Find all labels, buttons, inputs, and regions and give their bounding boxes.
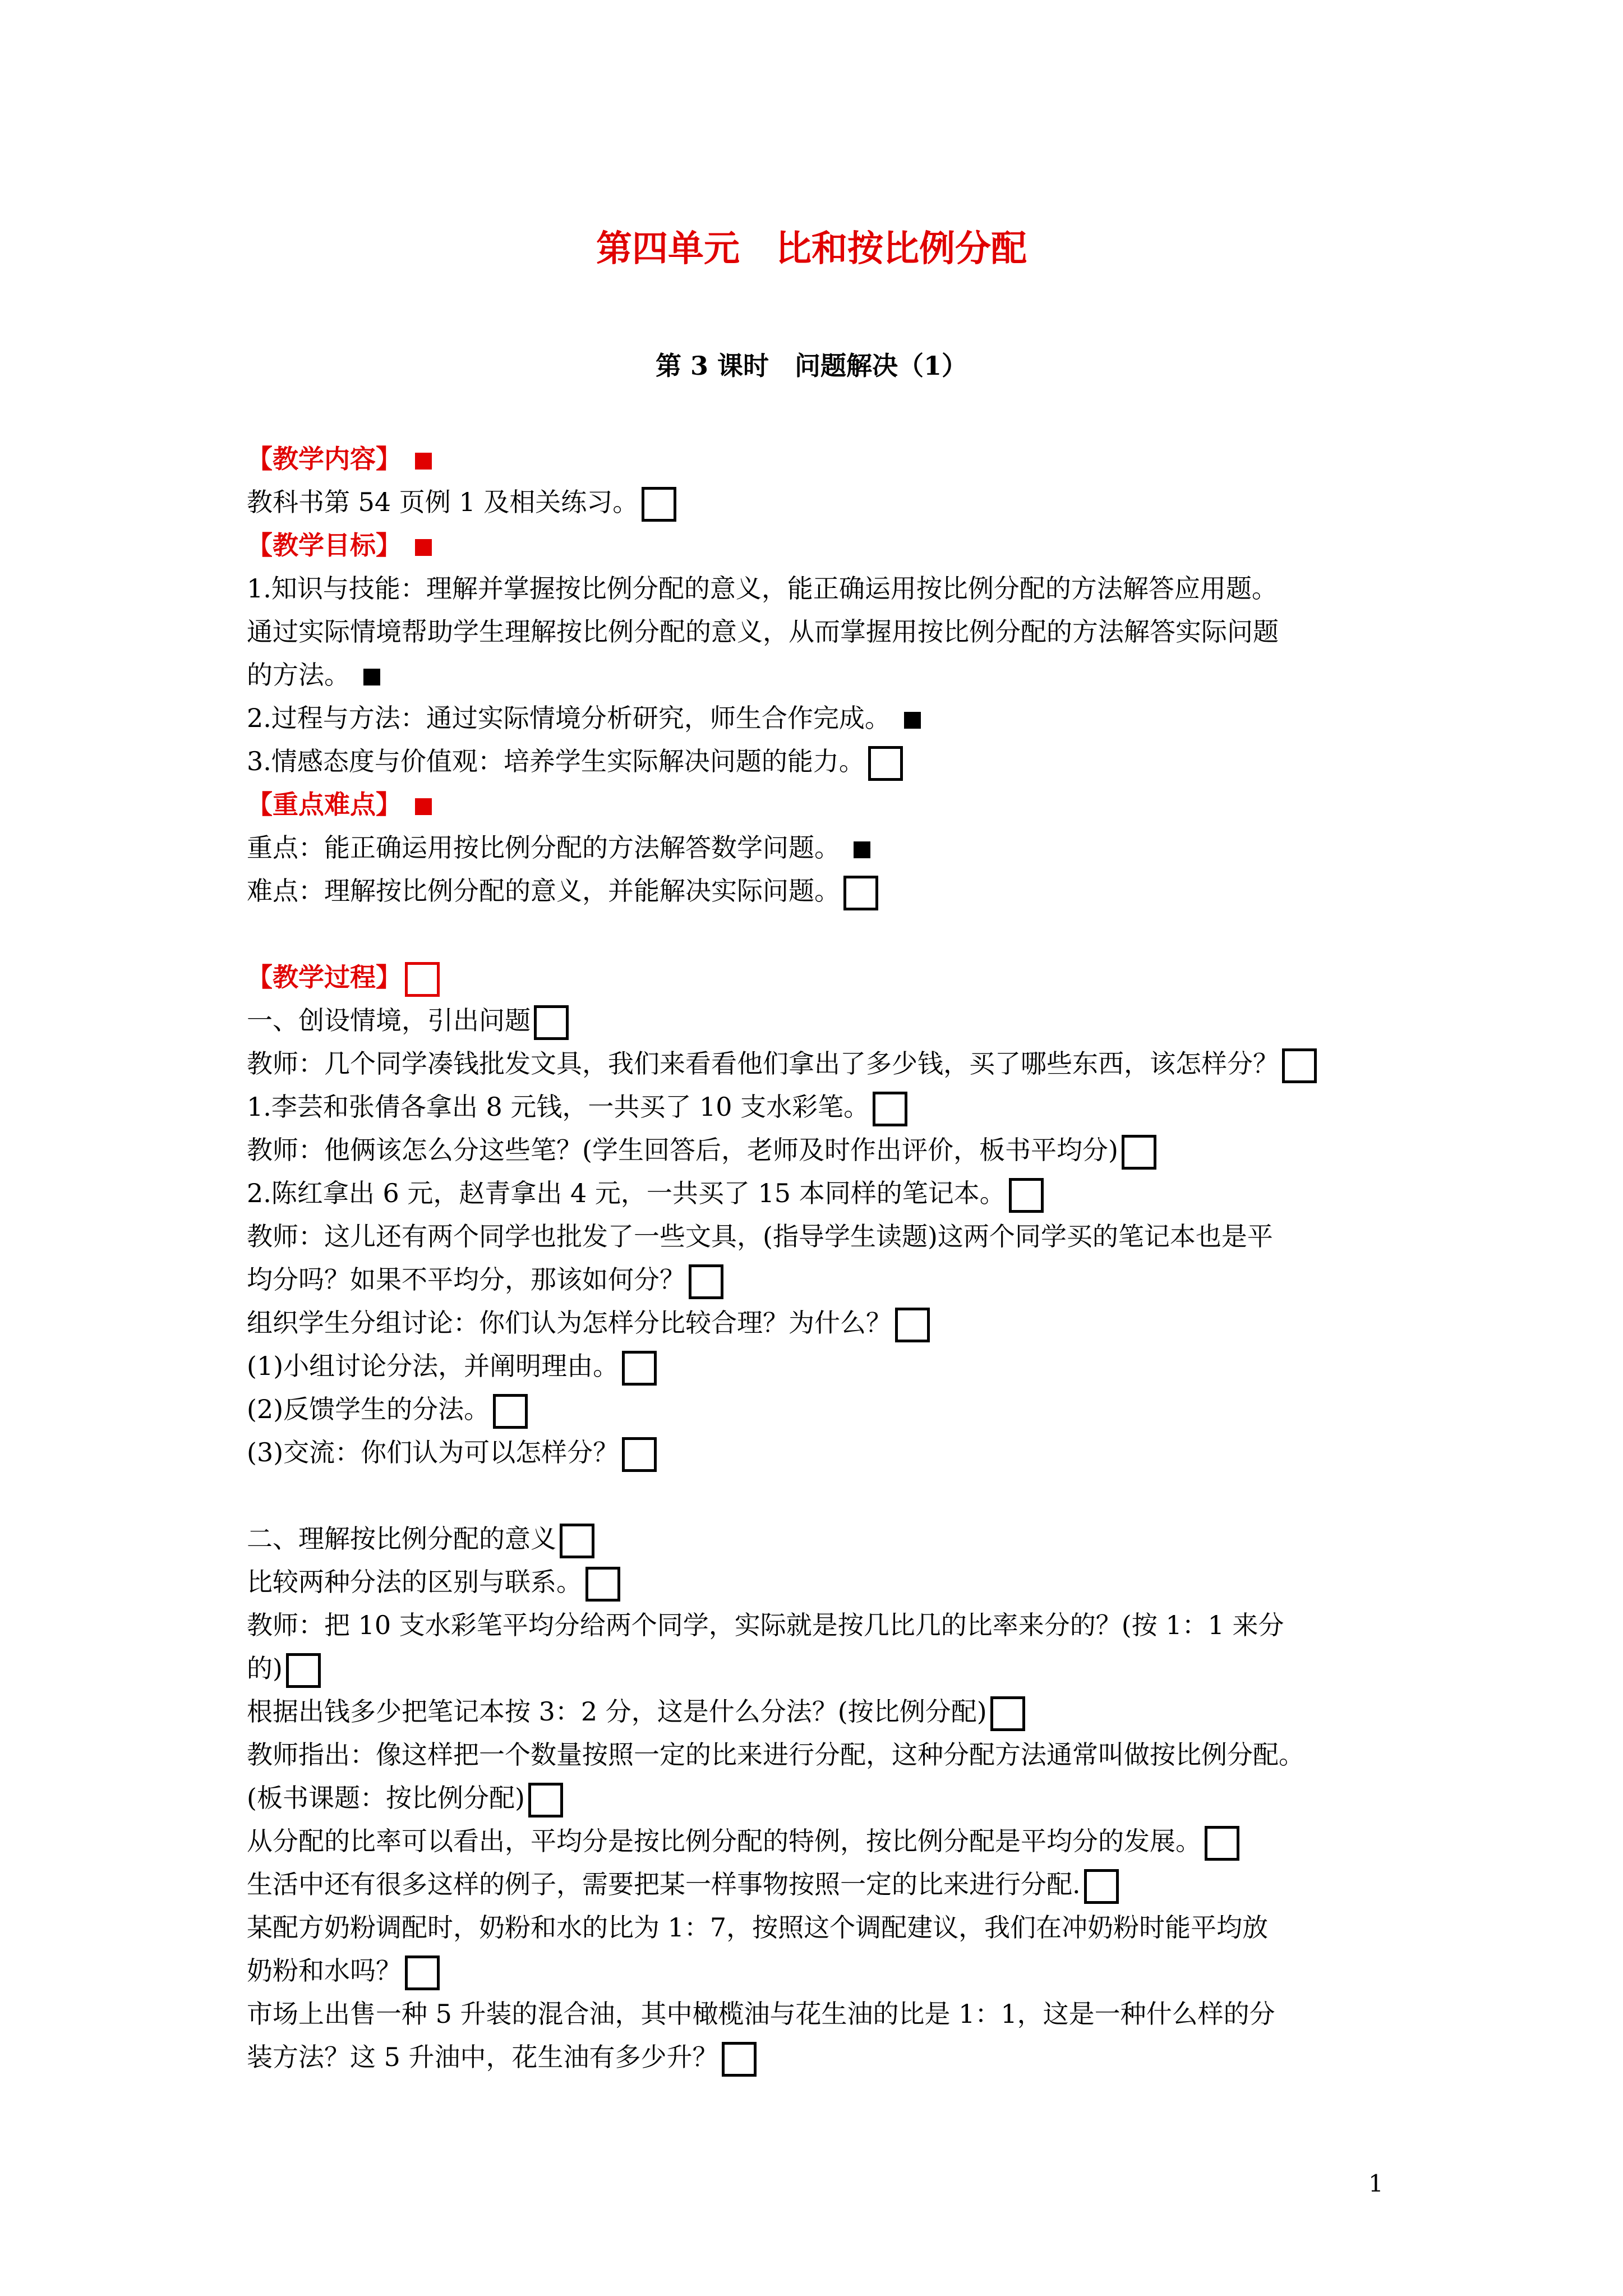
checkbox[interactable]: [895, 1308, 930, 1342]
page-number: 1: [1368, 2170, 1384, 2197]
content-text: 教科书第 54 页例 1 及相关练习。: [247, 481, 1396, 524]
checkbox[interactable]: [868, 746, 903, 781]
process-line: 某配方奶粉调配时，奶粉和水的比为 1：7，按照这个调配建议，我们在冲奶粉时能平均放: [247, 1912, 1269, 1943]
section-heading-goals: 【教学目标】: [247, 524, 1396, 567]
process-line: 奶粉和水吗？: [247, 1949, 1396, 1993]
process-line: 组织学生分组讨论：你们认为怎样分比较合理？为什么？: [247, 1301, 1396, 1345]
section-heading-key-points: 【重点难点】: [247, 783, 1396, 826]
process-line: 教师：这儿还有两个同学也批发了一些文具，(指导学生读题)这两个同学买的笔记本也是平: [247, 1221, 1273, 1251]
black-square-marker: [363, 669, 380, 685]
checkbox[interactable]: [534, 1005, 569, 1040]
goal-2: 2.过程与方法：通过实际情境分析研究，师生合作完成。: [247, 697, 1396, 740]
checkbox[interactable]: [1122, 1135, 1156, 1170]
document-body: [247, 438, 1396, 2079]
process-line: 生活中还有很多这样的例子，需要把某一样事物按照一定的比来进行分配.: [247, 1863, 1396, 1906]
process-line: 的): [247, 1647, 1396, 1690]
checkbox[interactable]: [286, 1653, 321, 1688]
unit-title: 第四单元 比和按比例分配: [596, 228, 1027, 270]
process-line: (3)交流：你们认为可以怎样分？: [247, 1431, 1396, 1474]
process-line: (1)小组讨论分法，并阐明理由。: [247, 1345, 1396, 1388]
checkbox[interactable]: [642, 487, 676, 522]
checkbox[interactable]: [689, 1264, 723, 1299]
checkbox[interactable]: [585, 1567, 620, 1602]
process-line: 从分配的比率可以看出，平均分是按比例分配的特例，按比例分配是平均分的发展。: [247, 1820, 1396, 1863]
process-line: 一、创设情境，引出问题: [247, 999, 1396, 1042]
red-square-marker: [415, 798, 432, 815]
red-square-marker: [415, 453, 432, 470]
checkbox[interactable]: [990, 1696, 1025, 1731]
checkbox[interactable]: [622, 1437, 657, 1472]
section-heading-content: 【教学内容】: [247, 438, 1396, 481]
checkbox[interactable]: [560, 1524, 594, 1558]
section-heading-process: 【教学过程】: [247, 956, 1396, 999]
key-point: 重点：能正确运用按比例分配的方法解答数学问题。: [247, 826, 1396, 869]
goal-1-line-2: 通过实际情境帮助学生理解按比例分配的意义，从而掌握用按比例分配的方法解答实际问题: [247, 616, 1279, 647]
process-line: 均分吗？如果不平均分，那该如何分？: [247, 1258, 1396, 1301]
process-line: 2.陈红拿出 6 元，赵青拿出 4 元，一共买了 15 本同样的笔记本。: [247, 1172, 1396, 1215]
process-line: 市场上出售一种 5 升装的混合油，其中橄榄油与花生油的比是 1：1，这是一种什么样的分: [247, 1999, 1275, 2029]
checkbox[interactable]: [622, 1351, 657, 1386]
process-line: 二、理解按比例分配的意义: [247, 1517, 1396, 1561]
checkbox[interactable]: [493, 1394, 528, 1429]
checkbox[interactable]: [1205, 1826, 1239, 1861]
black-square-marker: [904, 712, 921, 729]
process-line: (2)反馈学生的分法。: [247, 1388, 1396, 1431]
checkbox[interactable]: [843, 876, 878, 910]
difficulty-point: 难点：理解按比例分配的意义，并能解决实际问题。: [247, 869, 1396, 913]
process-line: (板书课题：按比例分配): [247, 1777, 1396, 1820]
checkbox[interactable]: [405, 1955, 440, 1990]
process-line: 根据出钱多少把笔记本按 3：2 分，这是什么分法？(按比例分配): [247, 1690, 1396, 1733]
process-line: 教师：几个同学凑钱批发文具，我们来看看他们拿出了多少钱，买了哪些东西，该怎样分？: [247, 1042, 1396, 1085]
goal-3: 3.情感态度与价值观：培养学生实际解决问题的能力。: [247, 740, 1396, 783]
process-line: 1.李芸和张倩各拿出 8 元钱，一共买了 10 支水彩笔。: [247, 1085, 1396, 1129]
process-line: 教师：他俩该怎么分这些笔？(学生回答后，老师及时作出评价，板书平均分): [247, 1129, 1396, 1172]
red-checkbox[interactable]: [405, 962, 440, 997]
process-line: 比较两种分法的区别与联系。: [247, 1561, 1396, 1604]
lesson-subtitle: 第 3 课时 问题解决（1）: [655, 351, 968, 381]
black-square-marker: [854, 841, 870, 858]
process-line: 教师：把 10 支水彩笔平均分给两个同学，实际就是按几比几的比率来分的？(按 1：1 来分: [247, 1610, 1284, 1640]
checkbox[interactable]: [528, 1783, 563, 1818]
checkbox[interactable]: [1084, 1869, 1119, 1904]
red-square-marker: [415, 539, 432, 556]
checkbox[interactable]: [722, 2042, 757, 2077]
process-line: 教师指出：像这样把一个数量按照一定的比来进行分配，这种分配方法通常叫做按比例分配。: [247, 1740, 1304, 1770]
checkbox[interactable]: [873, 1092, 907, 1126]
goal-1-line-1: 1.知识与技能：理解并掌握按比例分配的意义，能正确运用按比例分配的方法解答应用题。: [247, 573, 1278, 604]
checkbox[interactable]: [1009, 1178, 1044, 1213]
checkbox[interactable]: [1282, 1048, 1317, 1083]
process-line: 装方法？这 5 升油中，花生油有多少升？: [247, 2036, 1396, 2079]
goal-1-line-3: 的方法。: [247, 654, 1396, 697]
